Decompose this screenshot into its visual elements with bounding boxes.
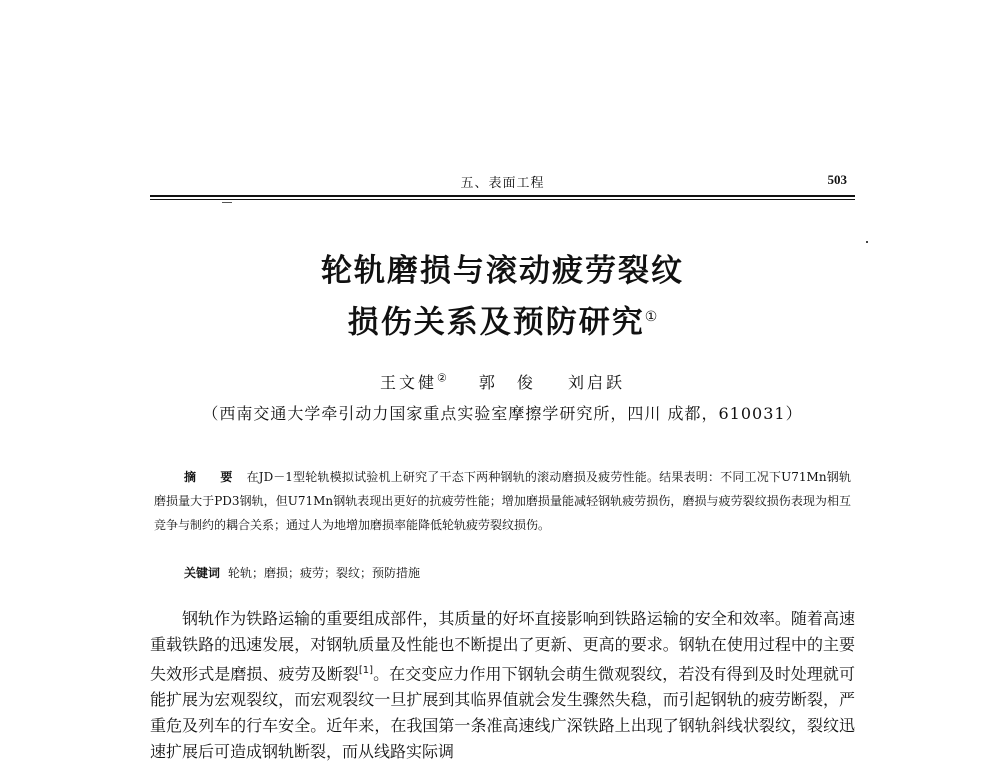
scan-speck bbox=[866, 241, 868, 243]
body-text-part-1: 钢轨作为铁路运输的重要组成部件，其质量的好坏直接影响到铁路运输的安全和效率。随着高速重载铁路的迅速发展，对钢轨质量及性能也不断提出了更新、更高的要求。钢轨在使用过程中的主要失效形式是磨损、疲劳及断裂 bbox=[150, 609, 855, 684]
header-section-title: 五、表面工程 bbox=[460, 176, 545, 191]
author bbox=[568, 370, 625, 393]
keywords bbox=[154, 561, 851, 585]
body-paragraph bbox=[150, 606, 855, 765]
header-rule-thick bbox=[150, 195, 855, 197]
title-line-2: 损伤关系及预防研究 bbox=[347, 304, 645, 341]
author-list bbox=[150, 370, 855, 393]
author-name: 王文健 bbox=[379, 373, 437, 392]
rule-mark bbox=[222, 202, 232, 203]
abstract bbox=[154, 465, 851, 537]
keywords-label: 关键词 bbox=[184, 566, 221, 580]
author-name: 刘启跃 bbox=[568, 373, 626, 392]
keywords-text: 轮轨；磨损；疲劳；裂纹；预防措施 bbox=[228, 566, 421, 580]
title-line-2-wrap bbox=[150, 294, 855, 345]
title-line-1: 轮轨磨损与滚动疲劳裂纹 bbox=[321, 253, 684, 289]
author bbox=[380, 370, 447, 393]
article-title bbox=[150, 248, 855, 345]
abstract-text: 在JD－1型轮轨模拟试验机上研究了干态下两种钢轨的滚动磨损及疲劳性能。结果表明：不同工况下U71Mn钢轨磨损量大于PD3钢轨，但U71Mn钢轨表现出更好的抗疲劳性能；增加磨损量能减轻钢轨疲劳损伤，磨损与疲劳裂纹损伤表现为相互竞争与制约的耦合关系；通过人为地增加磨损率能降低轮轨疲劳裂纹损伤。 bbox=[154, 470, 851, 532]
body-text-part-2: 。在交变应力作用下钢轨会萌生微观裂纹，若没有得到及时处理就可能扩展为宏观裂纹，而宏观裂纹一旦扩展到其临界值就会发生骤然失稳，而引起钢轨的疲劳断裂，严重危及列车的行车安全。近年来，在我国第一条准高速线广深铁路上出现了钢轨斜线状裂纹，裂纹迅速扩展后可造成钢轨断裂，而从线路实际调 bbox=[150, 664, 855, 762]
author-footnote-mark: ② bbox=[436, 371, 447, 385]
title-footnote-mark: ① bbox=[644, 309, 658, 325]
header-rule-thin bbox=[150, 199, 855, 200]
abstract-label: 摘 要 bbox=[184, 470, 239, 484]
author-affiliation: （西南交通大学牵引动力国家重点实验室摩擦学研究所，四川 成都，610031） bbox=[202, 404, 803, 423]
author bbox=[479, 370, 536, 393]
author-name: 郭 俊 bbox=[478, 373, 536, 392]
citation-ref[interactable]: [1] bbox=[358, 665, 374, 676]
header-page-number: 503 bbox=[827, 172, 847, 187]
running-header bbox=[150, 172, 855, 194]
